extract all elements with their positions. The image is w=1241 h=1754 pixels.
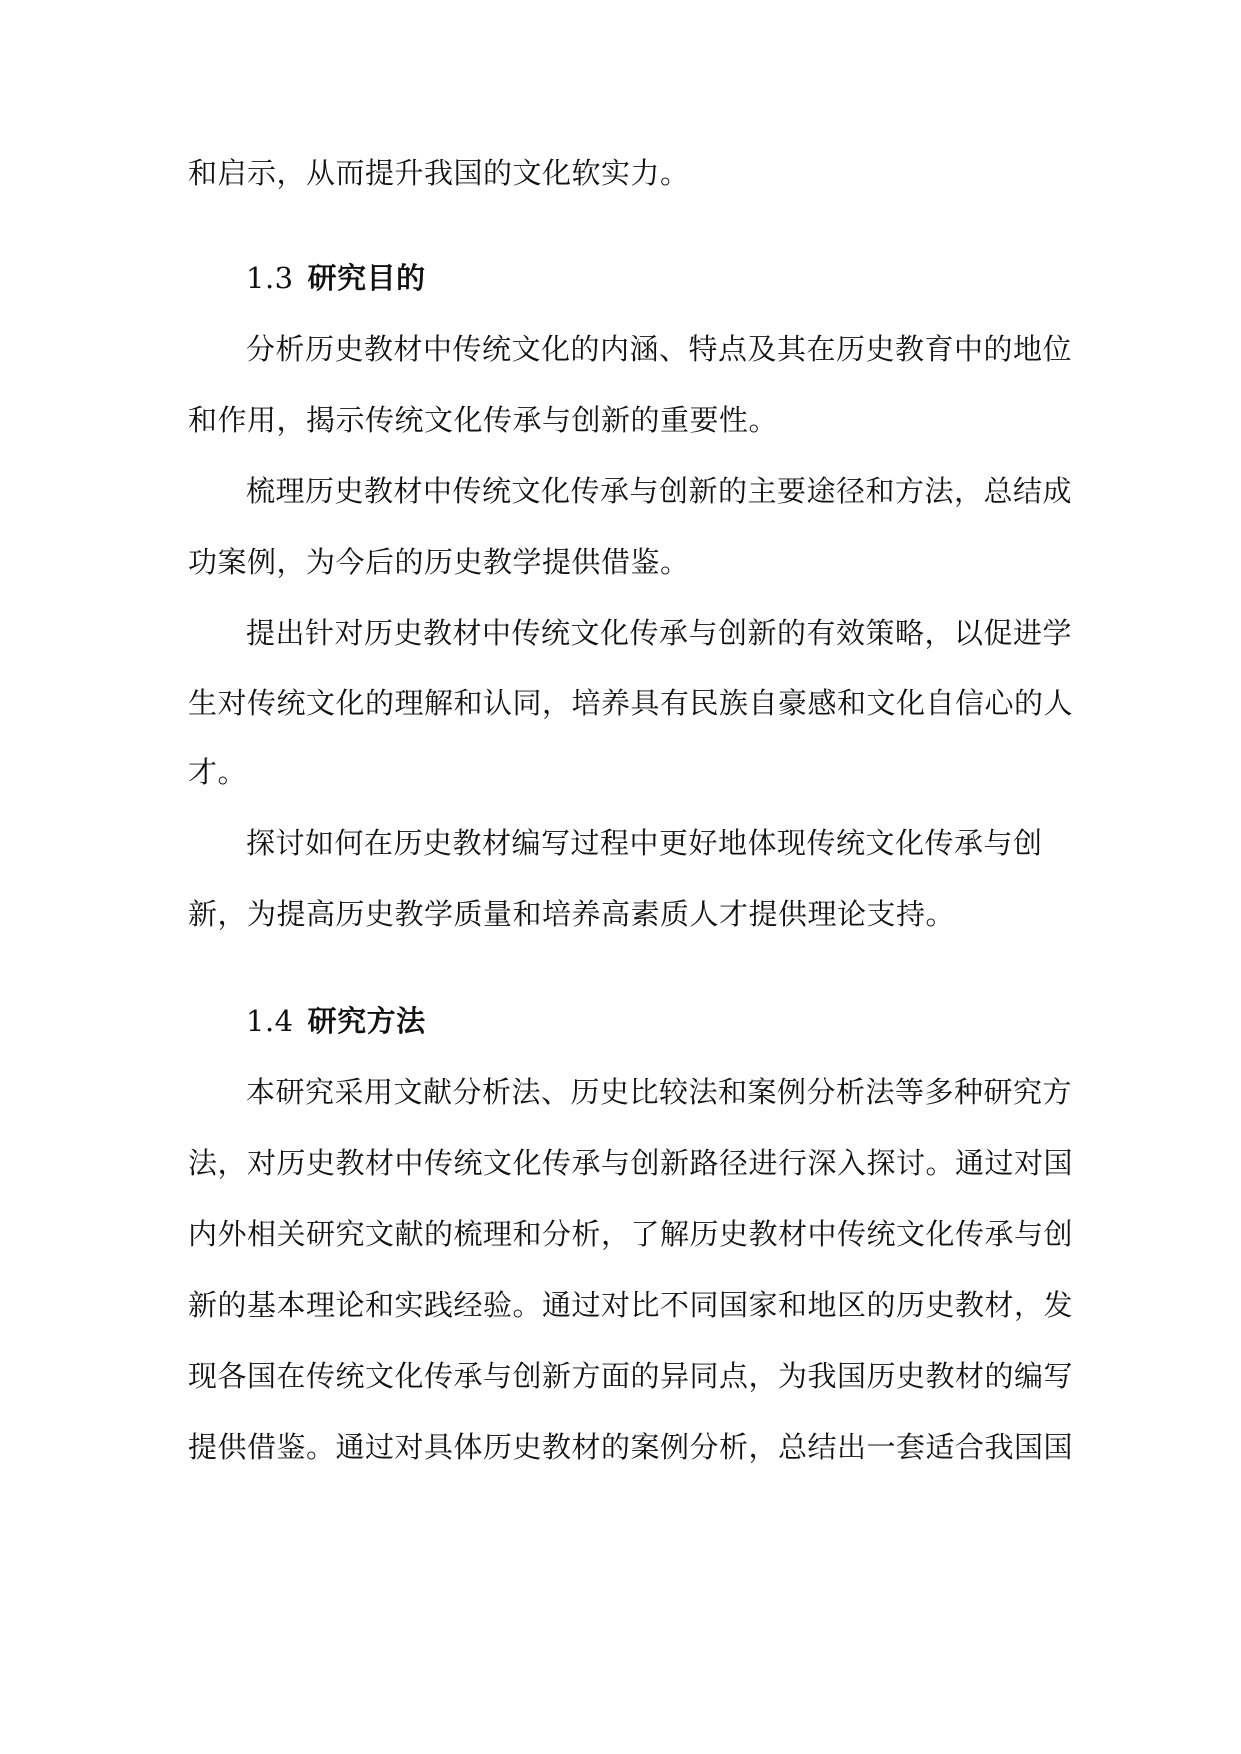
paragraph-line: 法，对历史教材中传统文化传承与创新路径进行深入探讨。通过对国 xyxy=(188,1146,1074,1180)
paragraph-line: 功案例，为今后的历史教学提供借鉴。 xyxy=(188,545,690,579)
paragraph-line: 和作用，揭示传统文化传承与创新的重要性。 xyxy=(188,403,779,437)
section-number: 1.3 xyxy=(246,261,294,295)
paragraph-line: 提出针对历史教材中传统文化传承与创新的有效策略，以促进学 xyxy=(246,616,1073,650)
paragraph-line: 新的基本理论和实践经验。通过对比不同国家和地区的历史教材，发 xyxy=(188,1288,1074,1322)
paragraph-line: 现各国在传统文化传承与创新方面的异同点，为我国历史教材的编写 xyxy=(188,1359,1074,1393)
section-heading-1-4 xyxy=(246,1001,426,1041)
paragraph-line: 新，为提高历史教学质量和培养高素质人才提供理论支持。 xyxy=(188,897,956,931)
section-number: 1.4 xyxy=(246,1004,294,1038)
paragraph-line: 才。 xyxy=(188,755,248,789)
paragraph-line: 梳理历史教材中传统文化传承与创新的主要途径和方法，总结成 xyxy=(246,474,1073,508)
paragraph-line: 和启示，从而提升我国的文化软实力。 xyxy=(188,156,690,190)
section-heading-1-3 xyxy=(246,258,426,298)
paragraph-line: 提供借鉴。通过对具体历史教材的案例分析，总结出一套适合我国国 xyxy=(188,1430,1074,1464)
paragraph-line: 内外相关研究文献的梳理和分析，了解历史教材中传统文化传承与创 xyxy=(188,1217,1074,1251)
paragraph-line: 生对传统文化的理解和认同，培养具有民族自豪感和文化自信心的人 xyxy=(188,686,1074,720)
paragraph-line: 探讨如何在历史教材编写过程中更好地体现传统文化传承与创 xyxy=(246,826,1043,860)
section-title: 研究目的 xyxy=(307,261,426,295)
paragraph-line: 本研究采用文献分析法、历史比较法和案例分析法等多种研究方 xyxy=(246,1075,1073,1109)
paragraph-line: 分析历史教材中传统文化的内涵、特点及其在历史教育中的地位 xyxy=(246,332,1073,366)
section-title: 研究方法 xyxy=(307,1004,426,1038)
